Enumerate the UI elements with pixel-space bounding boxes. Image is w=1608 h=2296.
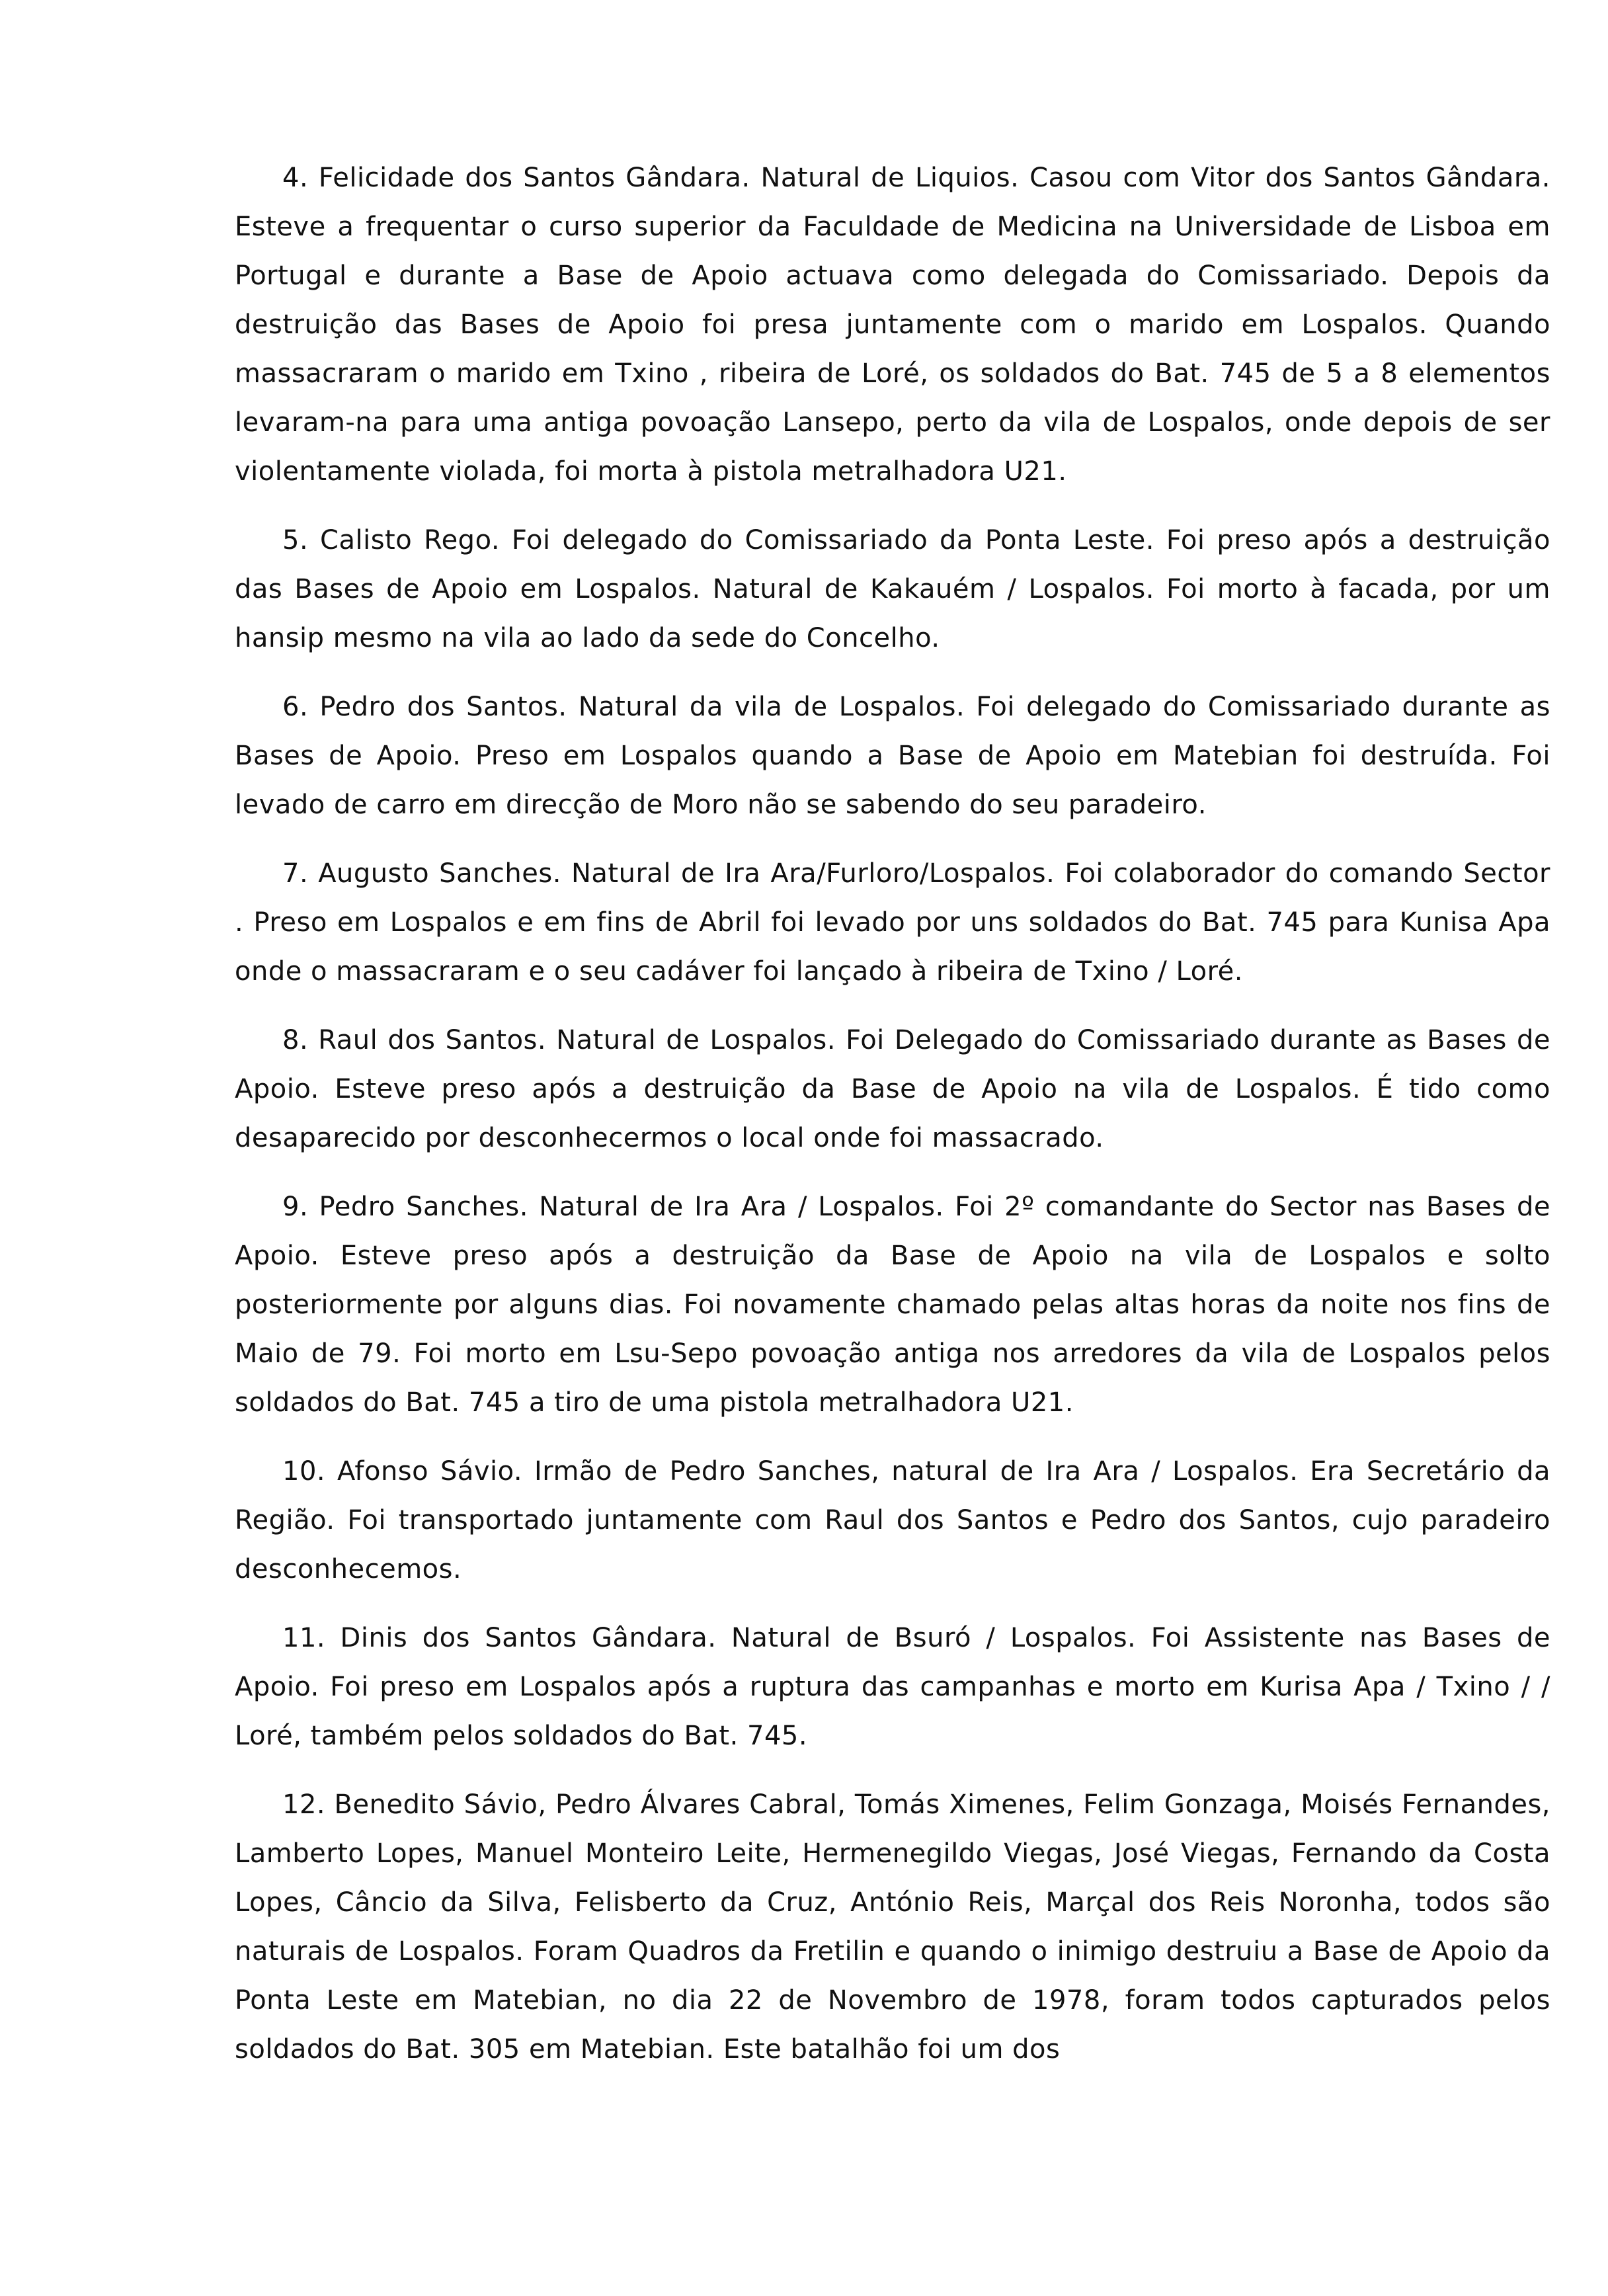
paragraph-item-11: 11. Dinis dos Santos Gândara. Natural de Bsuró / Lospalos. Foi Assistente nas Bases de Apoio. Foi preso em Lospalos após a ruptura das campanhas e morto em Kurisa Apa / Txino / / Loré, também pelos soldados do Bat. 745. [235,1623,1550,1751]
paragraph-item-8: 8. Raul dos Santos. Natural de Lospalos. Foi Delegado do Comissariado durante as Bases de Apoio. Esteve preso após a destruição da Base de Apoio na vila de Lospalos. É tido como desaparecido por desconhecermos o local onde foi massacrado. [235,1025,1550,1153]
paragraph-item-6: 6. Pedro dos Santos. Natural da vila de Lospalos. Foi delegado do Comissariado durante as Bases de Apoio. Preso em Lospalos quando a Base de Apoio em Matebian foi destruída. Foi levado de carro em direcção de Moro não se sabendo do seu paradeiro. [235,692,1550,820]
paragraph-item-4: 4. Felicidade dos Santos Gândara. Natural de Liquios. Casou com Vitor dos Santos Gândara. Esteve a frequentar o curso superior da Faculdade de Medicina na Universidade de Lisboa em Portugal e durante a Base de Apoio actuava como delegada do Comissariado. Depois da destruição das Bases de Apoio foi presa juntamente com o marido em Lospalos. Quando massacraram o marido em Txino , ribeira de Loré, os soldados do Bat. 745 de 5 a 8 elementos levaram-na para uma antiga povoação Lansepo, perto da vila de Lospalos, onde depois de ser violentamente violada, foi morta à pistola metralhadora U21. [235,163,1550,487]
paragraph-item-9: 9. Pedro Sanches. Natural de Ira Ara / Lospalos. Foi 2º comandante do Sector nas Bases de Apoio. Esteve preso após a destruição da Base de Apoio na vila de Lospalos e solto posteriormente por alguns dias. Foi novamente chamado pelas altas horas da noite nos fins de Maio de 79. Foi morto em Lsu-Sepo povoação antiga nos arredores da vila de Lospalos pelos soldados do Bat. 745 a tiro de uma pistola metralhadora U21. [235,1192,1550,1418]
paragraph-item-12: 12. Benedito Sávio, Pedro Álvares Cabral, Tomás Ximenes, Felim Gonzaga, Moisés Fernandes, Lamberto Lopes, Manuel Monteiro Leite, Hermenegildo Viegas, José Viegas, Fernando da Costa Lopes, Câncio da Silva, Felisberto da Cruz, António Reis, Marçal dos Reis Noronha, todos são naturais de Lospalos. Foram Quadros da Fretilin e quando o inimigo destruiu a Base de Apoio da Ponta Leste em Matebian, no dia 22 de Novembro de 1978, foram todos capturados pelos soldados do Bat. 305 em Matebian. Este batalhão foi um dos [235,1789,1550,2065]
paragraph-item-10: 10. Afonso Sávio. Irmão de Pedro Sanches, natural de Ira Ara / Lospalos. Era Secretário da Região. Foi transportado juntamente com Raul dos Santos e Pedro dos Santos, cujo paradeiro desconhecemos. [235,1456,1550,1584]
paragraph-item-5: 5. Calisto Rego. Foi delegado do Comissariado da Ponta Leste. Foi preso após a destruição das Bases de Apoio em Lospalos. Natural de Kakauém / Lospalos. Foi morto à facada, por um hansip mesmo na vila ao lado da sede do Concelho. [235,525,1550,653]
paragraph-item-7: 7. Augusto Sanches. Natural de Ira Ara/Furloro/Lospalos. Foi colaborador do comando Sector . Preso em Lospalos e em fins de Abril foi levado por uns soldados do Bat. 745 para Kunisa Apa onde o massacraram e o seu cadáver foi lançado à ribeira de Txino / Loré. [235,858,1550,987]
document-body [235,153,1550,2094]
